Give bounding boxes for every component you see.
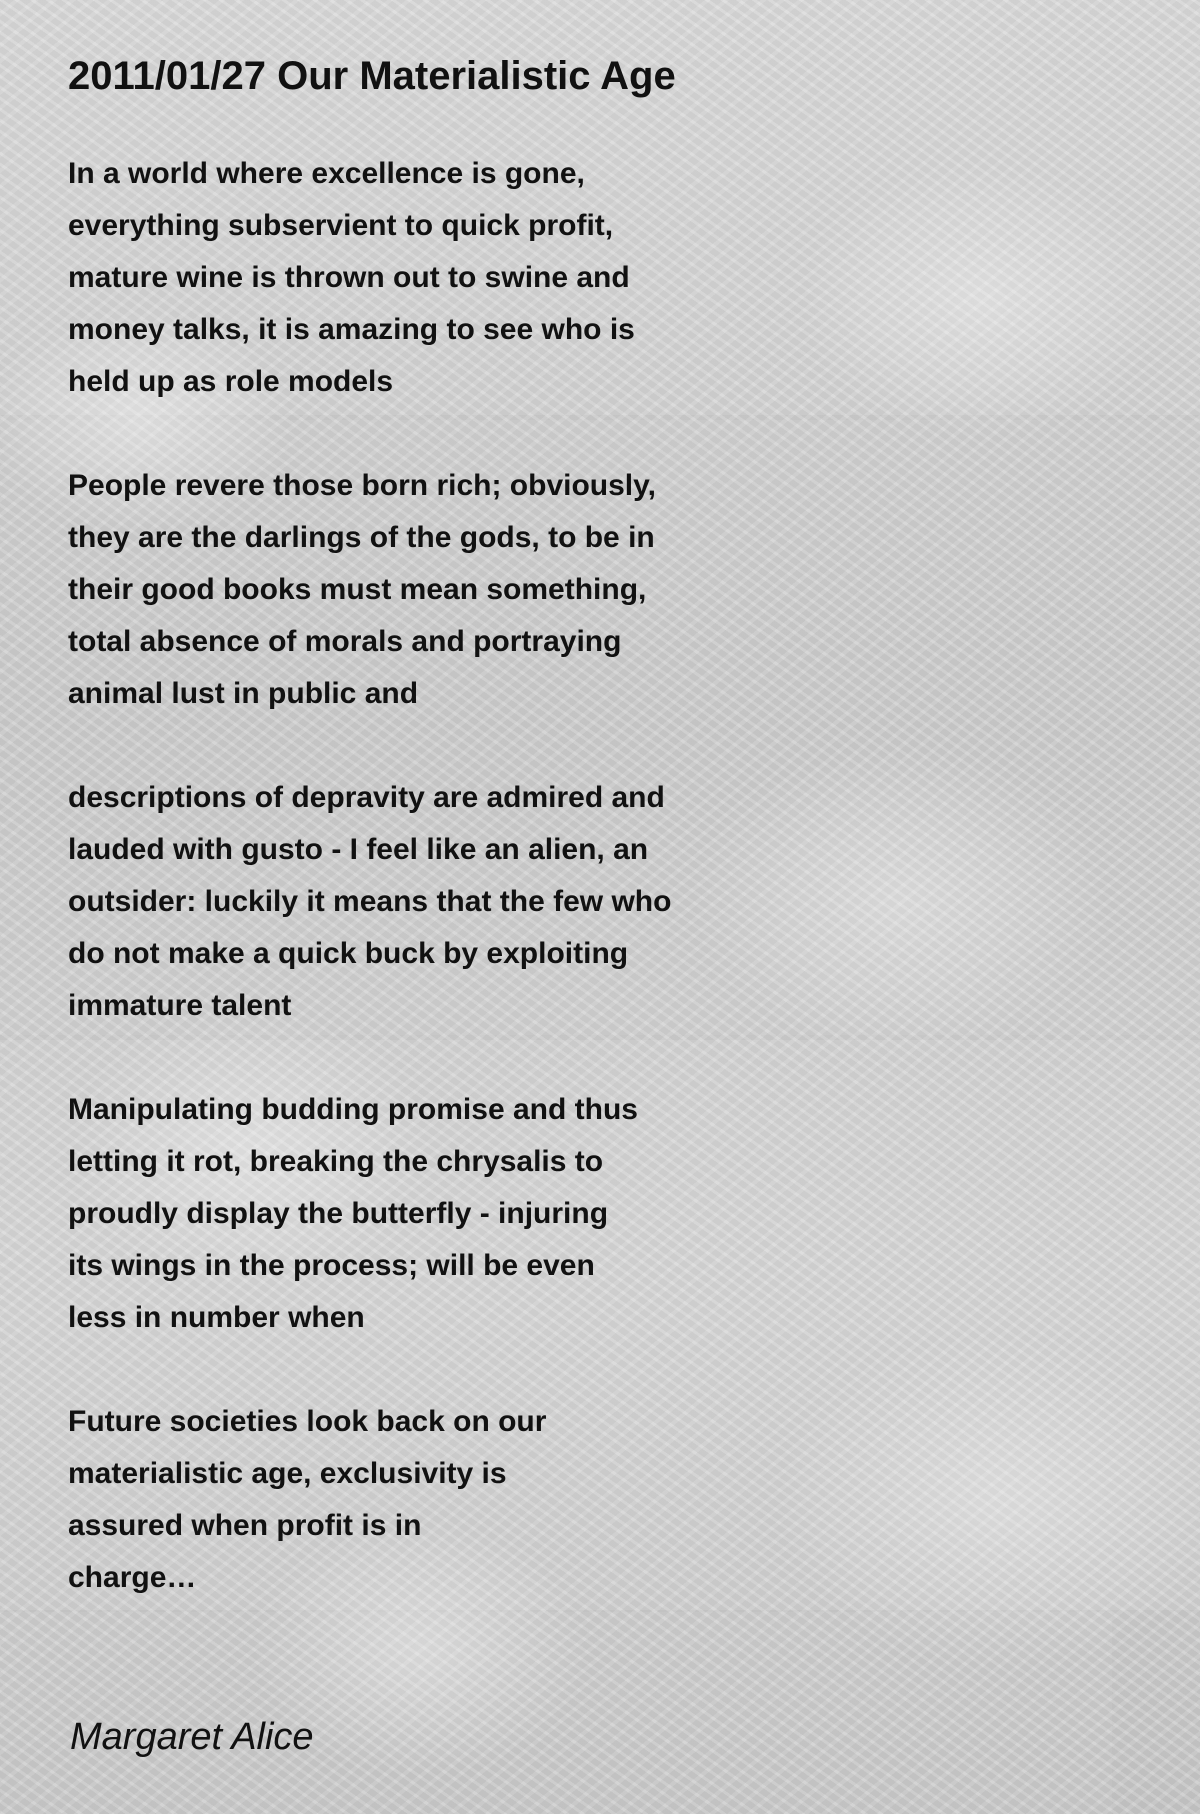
- stanza: [68, 772, 828, 1032]
- poem-line: held up as role models: [68, 365, 394, 398]
- stanza: [68, 460, 828, 720]
- poem-line: do not make a quick buck by exploiting: [68, 937, 629, 970]
- poem-line: materialistic age, exclusivity is: [68, 1457, 507, 1490]
- poem-line: animal lust in public and: [68, 677, 419, 710]
- poem-line: proudly display the butterfly - injuring: [68, 1197, 609, 1230]
- stanza: [68, 148, 828, 408]
- poem-line: they are the darlings of the gods, to be in: [68, 521, 655, 554]
- poem-line: assured when profit is in: [68, 1509, 422, 1542]
- poem-line: lauded with gusto - I feel like an alien, an: [68, 833, 649, 866]
- poem-line: total absence of morals and portraying: [68, 625, 622, 658]
- poem-author: Margaret Alice: [70, 1716, 314, 1758]
- poem-line: its wings in the process; will be even: [68, 1249, 595, 1282]
- stanza: [68, 1396, 828, 1604]
- poem-line: Future societies look back on our: [68, 1405, 547, 1438]
- poem-line: Manipulating budding promise and thus: [68, 1093, 638, 1126]
- poem-line: charge…: [68, 1561, 197, 1594]
- poem-line: letting it rot, breaking the chrysalis to: [68, 1145, 604, 1178]
- poem-title: 2011/01/27 Our Materialistic Age: [68, 54, 676, 98]
- poem-body: [68, 148, 828, 1604]
- poem-line: People revere those born rich; obviously,: [68, 469, 656, 502]
- poem-line: mature wine is thrown out to swine and: [68, 261, 630, 294]
- poem-line: immature talent: [68, 989, 292, 1022]
- poem-line: outsider: luckily it means that the few who: [68, 885, 672, 918]
- stanza: [68, 1084, 828, 1344]
- poem-container: [68, 50, 828, 1656]
- poem-line: money talks, it is amazing to see who is: [68, 313, 635, 346]
- poem-line: descriptions of depravity are admired and: [68, 781, 665, 814]
- poem-line: everything subservient to quick profit,: [68, 209, 614, 242]
- poem-line: less in number when: [68, 1301, 365, 1334]
- poem-line: In a world where excellence is gone,: [68, 157, 585, 190]
- poem-line: their good books must mean something,: [68, 573, 647, 606]
